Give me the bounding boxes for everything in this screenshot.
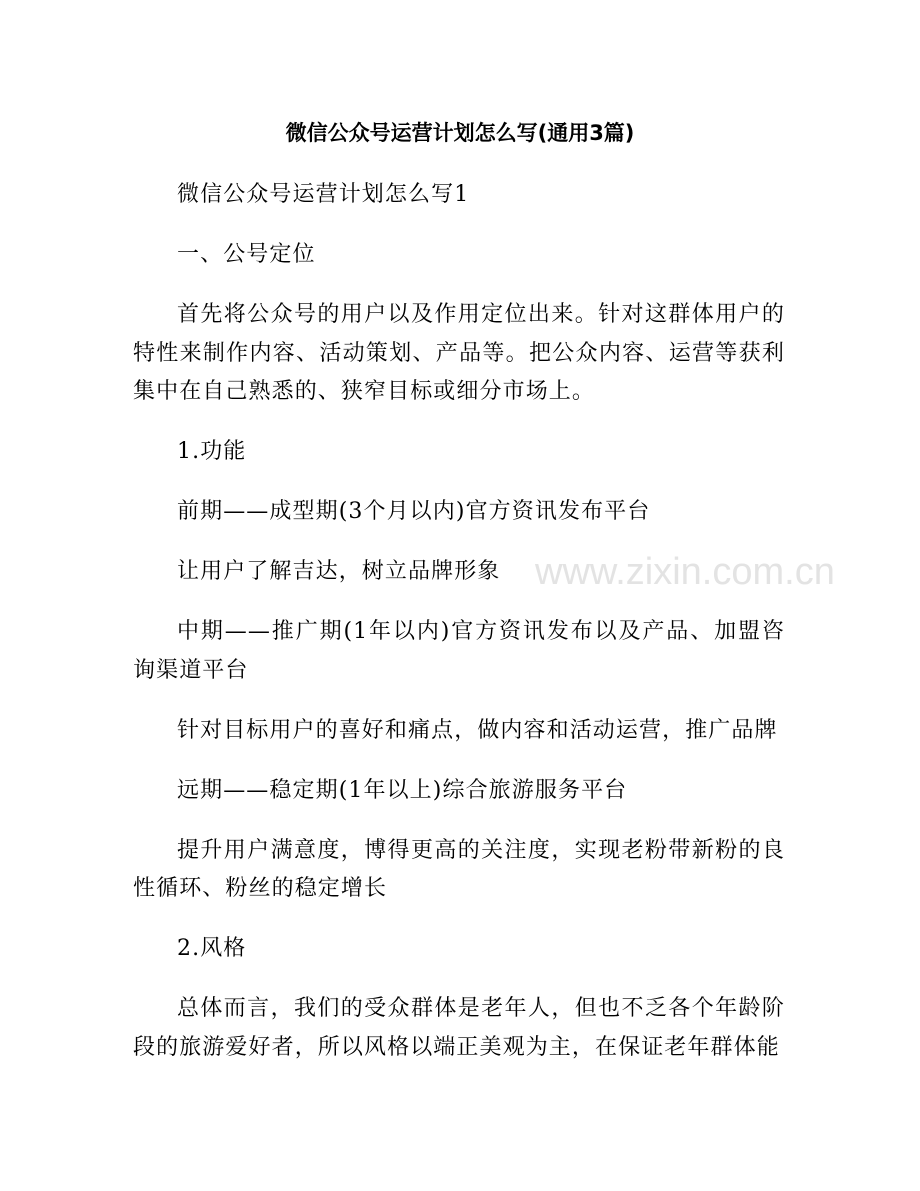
paragraph: 提升用户满意度，博得更高的关注度，实现老粉带新粉的良性循环、粉丝的稳定增长 <box>133 837 785 901</box>
paragraph: 总体而言，我们的受众群体是老年人，但也不乏各个年龄阶段的旅游爱好者，所以风格以端正美观为主，在保证老年群体能 <box>133 996 785 1060</box>
paragraph: 首先将公众号的用户以及作用定位出来。针对这群体用户的特性来制作内容、活动策划、产品等。把公众内容、运营等获利集中在自己熟悉的、狭窄目标或细分市场上。 <box>133 302 785 404</box>
subheading: 1.功能 <box>177 439 247 464</box>
section-heading: 微信公众号运营计划怎么写1 <box>177 182 470 207</box>
subheading: 2.风格 <box>177 936 247 961</box>
watermark: www.zixin.com.cn <box>535 551 835 593</box>
paragraph: 针对目标用户的喜好和痛点，做内容和活动运营，推广品牌 <box>177 717 778 743</box>
subheading: 一、公号定位 <box>177 242 316 267</box>
paragraph: 远期——稳定期(1年以上)综合旅游服务平台 <box>177 777 628 803</box>
document-title: 微信公众号运营计划怎么写(通用3篇) <box>285 121 635 145</box>
paragraph: 中期——推广期(1年以内)官方资讯发布以及产品、加盟咨询渠道平台 <box>133 619 785 683</box>
document-body <box>133 176 785 1089</box>
paragraph: 让用户了解吉达，树立品牌形象 <box>177 559 501 584</box>
paragraph: 前期——成型期(3个月以内)官方资讯发布平台 <box>177 499 651 524</box>
